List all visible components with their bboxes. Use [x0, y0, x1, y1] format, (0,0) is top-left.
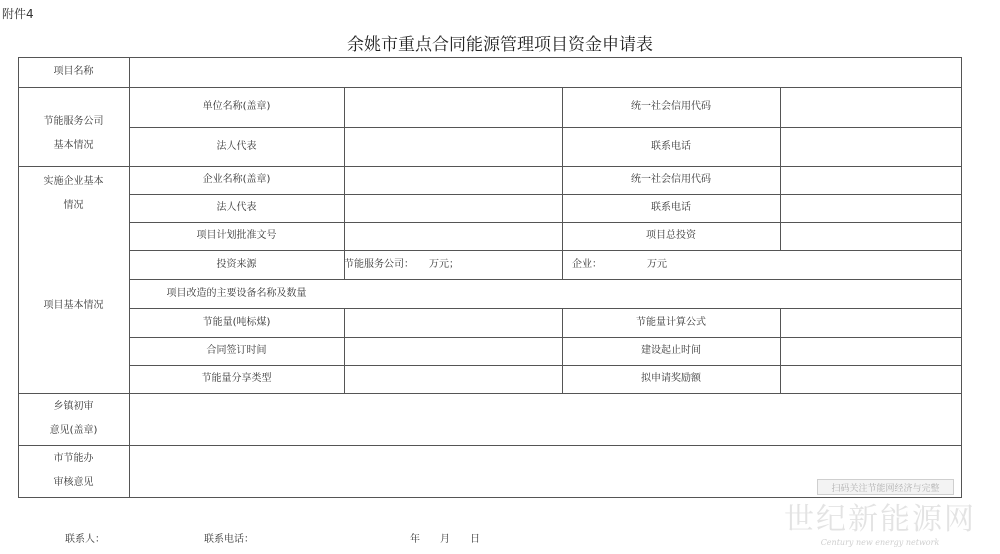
construction-period-label: 建设起止时间	[641, 345, 701, 356]
plan-approval-label: 项目计划批准文号	[196, 230, 277, 241]
invest-source-label: 投资来源	[216, 258, 257, 270]
legal-rep-label: 法人代表	[216, 140, 257, 152]
enterprise-name-label: 企业名称(盖章)	[202, 174, 271, 185]
enterprise-info-label	[18, 170, 129, 218]
total-investment-field[interactable]	[781, 223, 961, 250]
enterprise-legal-rep-field[interactable]	[345, 195, 562, 222]
contact-person-label: 联系人：	[65, 534, 105, 545]
energy-saving-label: 节能量(吨标煤)	[202, 316, 271, 328]
watermark-banner: 扫码关注节能网经济与完整	[817, 479, 954, 495]
saving-formula-label: 节能量计算公式	[636, 316, 706, 328]
watermark-subtitle: Century new energy network	[820, 538, 940, 547]
city-review-label-line2: 审核意见	[53, 477, 94, 488]
service-company-label	[18, 87, 129, 166]
total-investment-label: 项目总投资	[646, 230, 696, 241]
share-type-label: 节能量分享类型	[201, 373, 272, 384]
credit-code-field[interactable]	[781, 88, 961, 127]
contract-date-label: 合同签订时间	[206, 345, 267, 356]
service-company-investment[interactable]: 节能服务公司： 万元；	[344, 258, 459, 270]
project-name-field[interactable]	[130, 58, 961, 87]
enterprise-investment[interactable]: 企业： 万元	[572, 258, 667, 270]
enterprise-name-field[interactable]	[345, 167, 562, 194]
enterprise-phone-field[interactable]	[781, 195, 961, 222]
project-info-label: 项目基本情况	[43, 300, 104, 311]
grid-line	[961, 57, 962, 498]
main-equipment-field[interactable]	[345, 280, 961, 308]
share-type-field[interactable]	[345, 366, 562, 393]
reward-amount-label: 拟申请奖励额	[641, 373, 701, 384]
legal-rep-field[interactable]	[345, 128, 562, 166]
reward-amount-field[interactable]	[781, 366, 961, 393]
town-review-label	[18, 393, 129, 445]
enterprise-credit-code-field[interactable]	[781, 167, 961, 194]
credit-code-label: 统一社会信用代码	[631, 101, 711, 112]
attachment-label: 附件4	[2, 7, 34, 21]
watermark-logo: 世纪新能源网	[784, 502, 976, 537]
enterprise-legal-rep-label: 法人代表	[216, 202, 257, 213]
enterprise-info-label-line2: 情况	[63, 200, 84, 211]
date-label: 年 月 日	[410, 534, 480, 545]
project-name-label: 项目名称	[53, 66, 94, 77]
city-review-label	[18, 445, 129, 497]
enterprise-phone-label: 联系电话	[651, 202, 691, 213]
city-review-label-line1: 市节能办	[53, 453, 94, 464]
unit-name-label: 单位名称(盖章)	[202, 101, 271, 112]
form-title: 余姚市重点合同能源管理项目资金申请表	[347, 35, 653, 55]
unit-name-field[interactable]	[345, 88, 562, 127]
enterprise-info-label-line1: 实施企业基本	[43, 176, 104, 187]
phone-label: 联系电话	[651, 140, 691, 152]
contract-date-field[interactable]	[345, 338, 562, 365]
service-company-label-line1: 节能服务公司	[43, 115, 104, 127]
saving-formula-field[interactable]	[781, 309, 961, 337]
town-review-field[interactable]	[130, 394, 961, 445]
main-equipment-label: 项目改造的主要设备名称及数量	[166, 287, 307, 299]
phone-field[interactable]	[781, 128, 961, 166]
service-company-label-line2: 基本情况	[53, 139, 94, 151]
plan-approval-field[interactable]	[345, 223, 562, 250]
energy-saving-field[interactable]	[345, 309, 562, 337]
town-review-label-line2: 意见(盖章)	[49, 425, 98, 436]
contact-phone-label: 联系电话：	[204, 534, 254, 545]
town-review-label-line1: 乡镇初审	[53, 401, 94, 412]
enterprise-credit-code-label: 统一社会信用代码	[631, 174, 711, 185]
construction-period-field[interactable]	[781, 338, 961, 365]
